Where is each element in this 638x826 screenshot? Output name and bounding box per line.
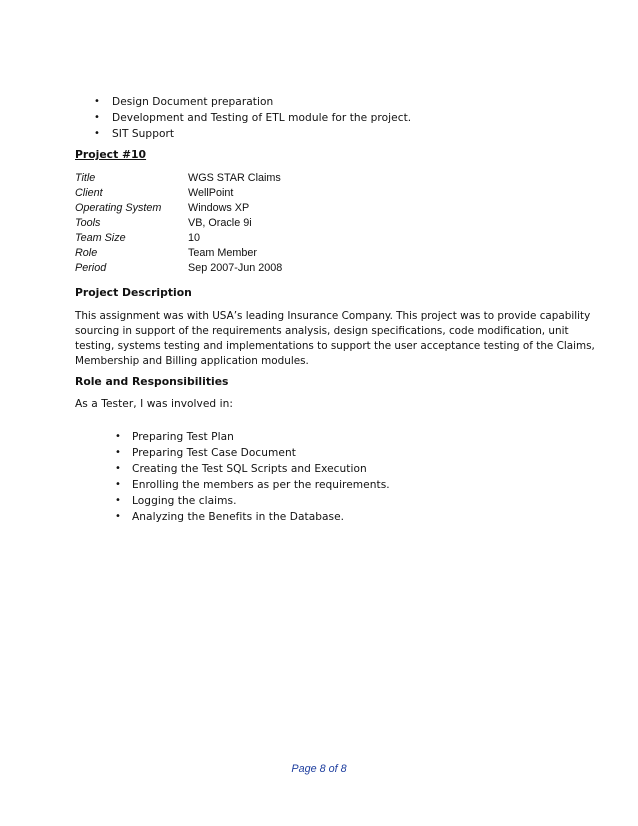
detail-value: Windows XP [188, 202, 250, 214]
paragraph-line: testing, systems testing and implementations to support the user acceptance testing of the Claims, [75, 340, 595, 352]
detail-value: WGS STAR Claims [188, 172, 281, 184]
bullet-dot: • [115, 479, 121, 490]
project-heading: Project #10 [75, 148, 147, 161]
detail-value: Team Member [188, 247, 257, 259]
list-item: Creating the Test SQL Scripts and Execution [132, 463, 367, 475]
list-item: Preparing Test Plan [132, 431, 234, 443]
bullet-dot: • [115, 511, 121, 522]
list-item: Logging the claims. [132, 495, 237, 507]
detail-label: Role [75, 247, 98, 259]
bullet-dot: • [115, 463, 121, 474]
description-paragraph [75, 309, 595, 369]
list-item: Analyzing the Benefits in the Database. [132, 511, 345, 523]
list-item: SIT Support [112, 128, 175, 140]
detail-value: WellPoint [188, 187, 234, 199]
bullet-dot: • [115, 431, 121, 442]
list-item: Preparing Test Case Document [132, 447, 296, 459]
list-item: Enrolling the members as per the requirements. [132, 479, 390, 491]
roles-intro: As a Tester, I was involved in: [75, 398, 234, 410]
list-item: Design Document preparation [112, 96, 274, 108]
paragraph-line: Membership and Billing application modules. [75, 355, 309, 367]
detail-label: Client [75, 187, 103, 199]
bullet-dot: • [94, 96, 100, 107]
detail-label: Team Size [75, 232, 126, 244]
bullet-dot: • [94, 112, 100, 123]
list-item: Development and Testing of ETL module for the project. [112, 112, 412, 124]
detail-value: VB, Oracle 9i [188, 217, 252, 229]
detail-value: 10 [188, 232, 201, 244]
detail-label: Period [75, 262, 107, 274]
detail-value: Sep 2007-Jun 2008 [188, 262, 283, 274]
bullet-dot: • [115, 495, 121, 506]
description-heading: Project Description [75, 286, 192, 299]
page-number-footer: Page 8 of 8 [291, 763, 347, 775]
detail-label: Title [75, 172, 96, 184]
bullet-dot: • [94, 128, 100, 139]
roles-heading: Role and Responsibilities [75, 375, 229, 388]
paragraph-line: sourcing in support of the requirements analysis, design specifications, code modification, unit [75, 325, 569, 337]
paragraph-line: This assignment was with USA’s leading Insurance Company. This project was to provide capability [75, 310, 591, 322]
detail-label: Operating System [75, 202, 162, 214]
detail-label: Tools [75, 217, 101, 229]
bullet-dot: • [115, 447, 121, 458]
